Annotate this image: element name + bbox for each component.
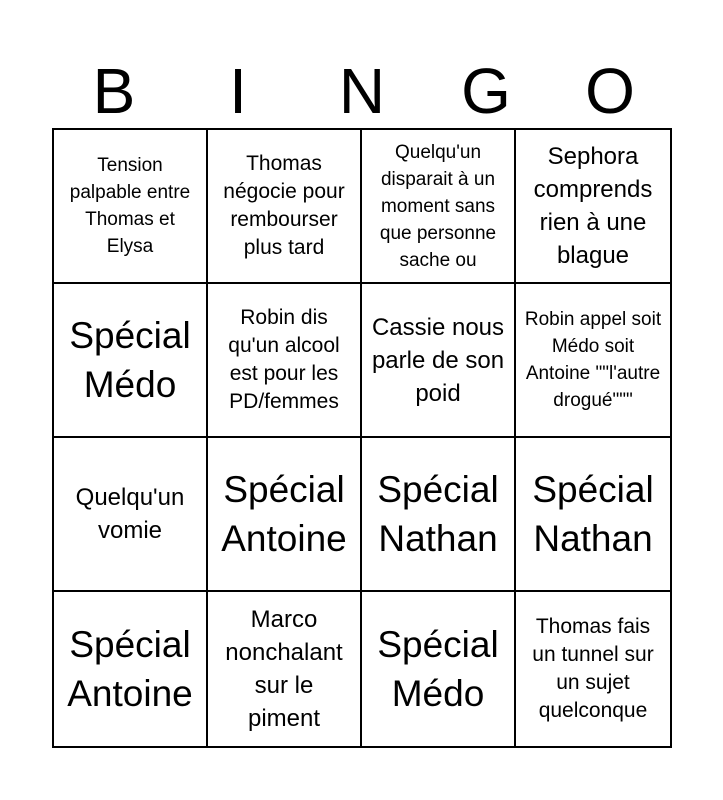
bingo-cell[interactable]: [54, 284, 208, 438]
cell-text: Marco nonchalant sur le piment: [225, 606, 343, 732]
header-letter-g: G: [461, 55, 511, 127]
bingo-cell[interactable]: [208, 438, 362, 592]
bingo-cell[interactable]: [54, 130, 208, 284]
bingo-cell[interactable]: [516, 284, 670, 438]
bingo-cell[interactable]: [516, 130, 670, 284]
cell-text: Spécial Médo: [377, 624, 499, 714]
cell-text: Tension palpable entre Thomas et Elysa: [69, 155, 191, 257]
cell-text: Sephora comprends rien à une blague: [533, 143, 653, 269]
cell-text: Cassie nous parle de son poid: [371, 313, 505, 407]
bingo-cell[interactable]: [516, 438, 670, 592]
bingo-cell[interactable]: [54, 592, 208, 746]
cell-text: Spécial Médo: [69, 315, 191, 405]
header-letter-b: B: [92, 55, 136, 127]
header-letter-n: N: [338, 55, 386, 127]
bingo-header: [52, 56, 672, 126]
cell-text: Thomas fais un tunnel sur un sujet quelconque: [532, 615, 654, 722]
header-letter-o: O: [585, 55, 635, 127]
bingo-cell[interactable]: [208, 130, 362, 284]
bingo-cell[interactable]: [208, 592, 362, 746]
bingo-cell[interactable]: [208, 284, 362, 438]
cell-text: Spécial Nathan: [532, 469, 654, 559]
bingo-cell[interactable]: [516, 592, 670, 746]
cell-text: Thomas négocie pour rembourser plus tard: [223, 152, 345, 259]
cell-text: Spécial Antoine: [67, 624, 193, 714]
bingo-cell[interactable]: [362, 130, 516, 284]
cell-text: Robin dis qu'un alcool est pour les PD/femmes: [228, 306, 340, 413]
bingo-grid: [52, 128, 672, 748]
cell-text: Robin appel soit Médo soit Antoine ""l'autre drogué""": [524, 309, 662, 411]
cell-text: Spécial Antoine: [221, 469, 347, 559]
cell-text: Spécial Nathan: [377, 469, 499, 559]
bingo-cell[interactable]: [362, 592, 516, 746]
bingo-cell[interactable]: [54, 438, 208, 592]
header-letter-i: I: [229, 55, 247, 127]
bingo-cell[interactable]: [362, 438, 516, 592]
bingo-cell[interactable]: [362, 284, 516, 438]
cell-text: Quelqu'un disparait à un moment sans que personne sache ou: [379, 141, 497, 271]
cell-text: Quelqu'un vomie: [75, 484, 185, 544]
